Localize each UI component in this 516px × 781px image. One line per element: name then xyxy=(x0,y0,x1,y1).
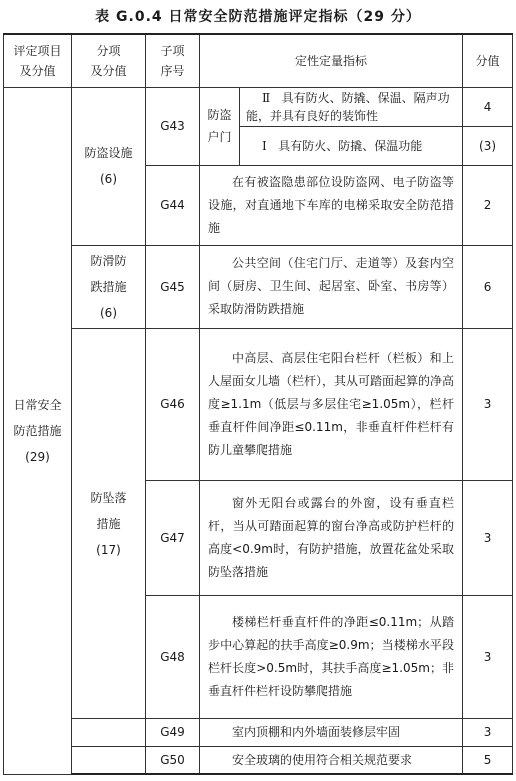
door-label: 防盗 户门 xyxy=(200,87,240,165)
g49-text: 室内顶棚和内外墙面装修层牢固 xyxy=(200,719,463,747)
subcategory-blank-g49 xyxy=(72,719,146,747)
table-row xyxy=(4,87,513,126)
g50-text: 安全玻璃的使用符合相关规范要求 xyxy=(200,746,463,774)
code-g48: G48 xyxy=(146,595,200,718)
g48-score: 3 xyxy=(463,595,513,718)
table-title: 表 G.0.4 日常安全防范措施评定指标（29 分） xyxy=(95,9,421,25)
g45-text: 公共空间（住宅门厅、走道等）及套内空间（厨房、卫生间、起居室、卧室、书房等）采取防滑防跌措施 xyxy=(200,245,463,328)
g46-text: 中高层、高层住宅阳台栏杆（栏板）和上人屋面女儿墙（栏杆），其从可踏面起算的净高度≥1.1m（低层与多层住宅≥1.05m），栏杆垂直杆件间净距≤0.11m，非垂直杆件栏杆有防儿童攀爬措施 xyxy=(200,329,463,481)
g45-score: 6 xyxy=(463,245,513,328)
table-row xyxy=(4,245,513,328)
g46-score: 3 xyxy=(463,329,513,481)
header-criteria: 定性定量指标 xyxy=(200,34,463,87)
g44-score: 2 xyxy=(463,165,513,245)
g47-text: 窗外无阳台或露台的外窗，设有垂直栏杆，当从可踏面起算的窗台净高或防护栏杆的高度<0.9m时，有防护措施，放置花盆处采取防坠落措施 xyxy=(200,480,463,595)
g43-grade2-score: 4 xyxy=(463,87,513,126)
header-code: 子项 序号 xyxy=(146,34,200,87)
code-g44: G44 xyxy=(146,165,200,245)
code-g49: G49 xyxy=(146,719,200,747)
header-sub: 分项 及分值 xyxy=(72,34,146,87)
header-item: 评定项目 及分值 xyxy=(4,34,72,87)
code-g50: G50 xyxy=(146,746,200,774)
table-row xyxy=(4,746,513,774)
g50-score: 5 xyxy=(463,746,513,774)
code-g46: G46 xyxy=(146,329,200,481)
subcategory-fall: 防坠落 措施 (17) xyxy=(72,329,146,719)
evaluation-table xyxy=(3,33,513,775)
code-g47: G47 xyxy=(146,480,200,595)
table-row xyxy=(4,719,513,747)
category-cell: 日常安全 防范措施 (29) xyxy=(4,87,72,774)
subcategory-slip: 防滑防 跌措施 (6) xyxy=(72,245,146,328)
subcategory-blank-g50 xyxy=(72,746,146,774)
table-row xyxy=(4,329,513,481)
code-g43: G43 xyxy=(146,87,200,165)
g48-text: 楼梯栏杆垂直杆件的净距≤0.11m；从踏步中心算起的扶手高度≥0.9m；当楼梯水平段栏杆长度>0.5m时，其扶手高度≥1.05m；非垂直杆件栏杆设防攀爬措施 xyxy=(200,595,463,718)
g43-grade1-text: Ⅰ 具有防火、防撬、保温功能 xyxy=(240,126,463,165)
g43-grade1-score: (3) xyxy=(463,126,513,165)
g47-score: 3 xyxy=(463,480,513,595)
g49-score: 3 xyxy=(463,719,513,747)
header-score: 分值 xyxy=(463,34,513,87)
code-g45: G45 xyxy=(146,245,200,328)
header-row xyxy=(4,34,513,87)
subcategory-theft: 防盗设施 (6) xyxy=(72,87,146,245)
g43-grade2-text: Ⅱ 具有防火、防撬、保温、隔声功能，并具有良好的装饰性 xyxy=(240,87,463,126)
g44-text: 在有被盗隐患部位设防盗网、电子防盗等设施，对直通地下车库的电梯采取安全防范措施 xyxy=(200,165,463,245)
